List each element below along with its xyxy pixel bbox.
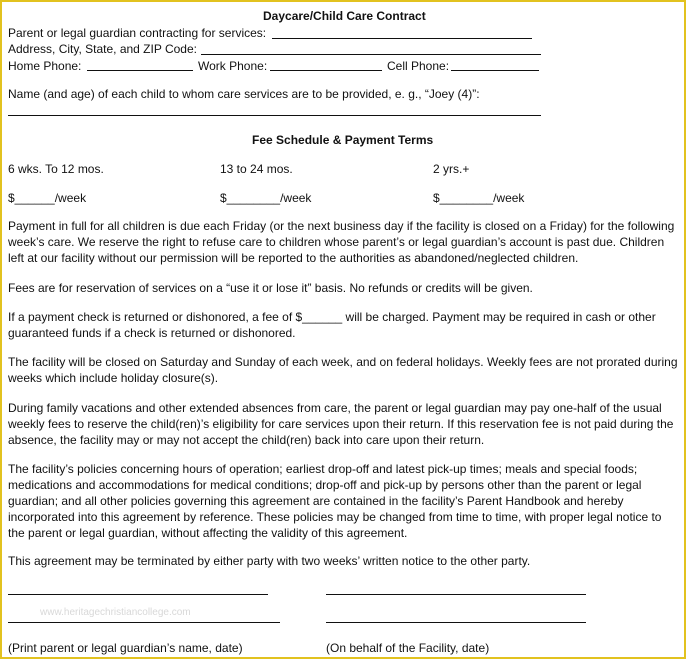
- paragraph-line: medications and accommodations for medical conditions; drop-off and pick-up by persons other than the parent or legal: [8, 478, 642, 492]
- paragraph-line: The facility’s policies concerning hours of operation; earliest drop-off and latest pick-up times; meals and special foods;: [8, 462, 638, 476]
- guardian-signature-caption: (Print parent or legal guardian’s name, date): [8, 641, 243, 655]
- guardian-label: Parent or legal guardian contracting for services:: [8, 26, 267, 40]
- facility-signature-caption: (On behalf of the Facility, date): [326, 641, 490, 655]
- fee-age-infant: 6 wks. To 12 mos.: [8, 162, 104, 176]
- paragraph-line: incorporated into this agreement by reference. These policies may be changed from time to time, with proper legal notice to: [8, 510, 662, 524]
- paragraph-line: guardian; and all other policies governing this agreement are contained in the facility’s Parent Handbook and hereby: [8, 494, 624, 508]
- paragraph-line: weekly fees to reserve the child(ren)’s eligibility for care services upon their return. If this reservation fee is not paid during the: [8, 417, 674, 431]
- watermark-text: www.heritagechristiancollege.com: [40, 607, 191, 618]
- cell-phone-label: Cell Phone:: [387, 59, 450, 73]
- policies-paragraph: [8, 461, 661, 541]
- guardian-name-date-line[interactable]: [8, 622, 280, 623]
- guardian-blank[interactable]: [272, 38, 532, 39]
- paragraph-line: weeks which include holiday closure(s).: [8, 371, 219, 385]
- facility-name-date-line[interactable]: [326, 622, 586, 623]
- paragraph-line: The facility will be closed on Saturday and Sunday of each week, and on federal holidays. Weekly fees are not prorated during: [8, 355, 678, 369]
- guardian-signature-line[interactable]: [8, 594, 268, 595]
- fee-rate-infant[interactable]: $______/week: [8, 191, 87, 205]
- absence-paragraph: [8, 400, 673, 448]
- paragraph-line: week’s care. We reserve the right to refuse care to children whose parent’s or legal guardian’s account is past due. Children: [8, 235, 665, 249]
- address-blank[interactable]: [201, 54, 541, 55]
- paragraph-line: Fees are for reservation of services on a “use it or lose it” basis. No refunds or credits will be given.: [8, 281, 533, 295]
- document-title: Daycare/Child Care Contract: [263, 9, 426, 23]
- paragraph-line: During family vacations and other extended absences from care, the parent or legal guardian may pay one-half of the usual: [8, 401, 662, 415]
- fee-age-toddler: 13 to 24 mos.: [220, 162, 293, 176]
- termination-paragraph: [8, 553, 530, 569]
- fee-age-preschool: 2 yrs.+: [433, 162, 470, 176]
- home-phone-blank[interactable]: [87, 70, 193, 71]
- reservation-paragraph: [8, 280, 533, 296]
- paragraph-line: left at our facility without our permission will be reported to the authorities as abandoned/neglected children.: [8, 251, 579, 265]
- fee-heading: Fee Schedule & Payment Terms: [252, 133, 434, 147]
- holiday-closure-paragraph: [8, 354, 678, 386]
- cell-phone-blank[interactable]: [451, 70, 539, 71]
- payment-terms-paragraph: [8, 218, 674, 266]
- address-label: Address, City, State, and ZIP Code:: [8, 42, 197, 56]
- fee-rate-toddler[interactable]: $________/week: [220, 191, 312, 205]
- paragraph-line: absence, the facility may or may not accept the child(ren) back into care upon their return.: [8, 433, 485, 447]
- home-phone-label: Home Phone:: [8, 59, 82, 73]
- work-phone-blank[interactable]: [270, 70, 382, 71]
- children-label: Name (and age) of each child to whom care services are to be provided, e. g., “Joey (4)”:: [8, 87, 480, 101]
- paragraph-line: guaranteed funds if a check is returned or dishonored.: [8, 326, 296, 340]
- work-phone-label: Work Phone:: [198, 59, 268, 73]
- children-blank[interactable]: [8, 115, 541, 116]
- returned-check-paragraph: [8, 309, 656, 341]
- paragraph-line: the parent or legal guardian, without affecting the validity of this agreement.: [8, 526, 408, 540]
- facility-signature-line[interactable]: [326, 594, 586, 595]
- paragraph-line: Payment in full for all children is due each Friday (or the next business day if the facility is closed on a Friday) for the following: [8, 219, 675, 233]
- fee-rate-preschool[interactable]: $________/week: [433, 191, 525, 205]
- paragraph-line: If a payment check is returned or dishonored, a fee of $______ will be charged. Payment may be required in cash or other: [8, 310, 656, 324]
- paragraph-line: This agreement may be terminated by either party with two weeks’ written notice to the other party.: [8, 554, 531, 568]
